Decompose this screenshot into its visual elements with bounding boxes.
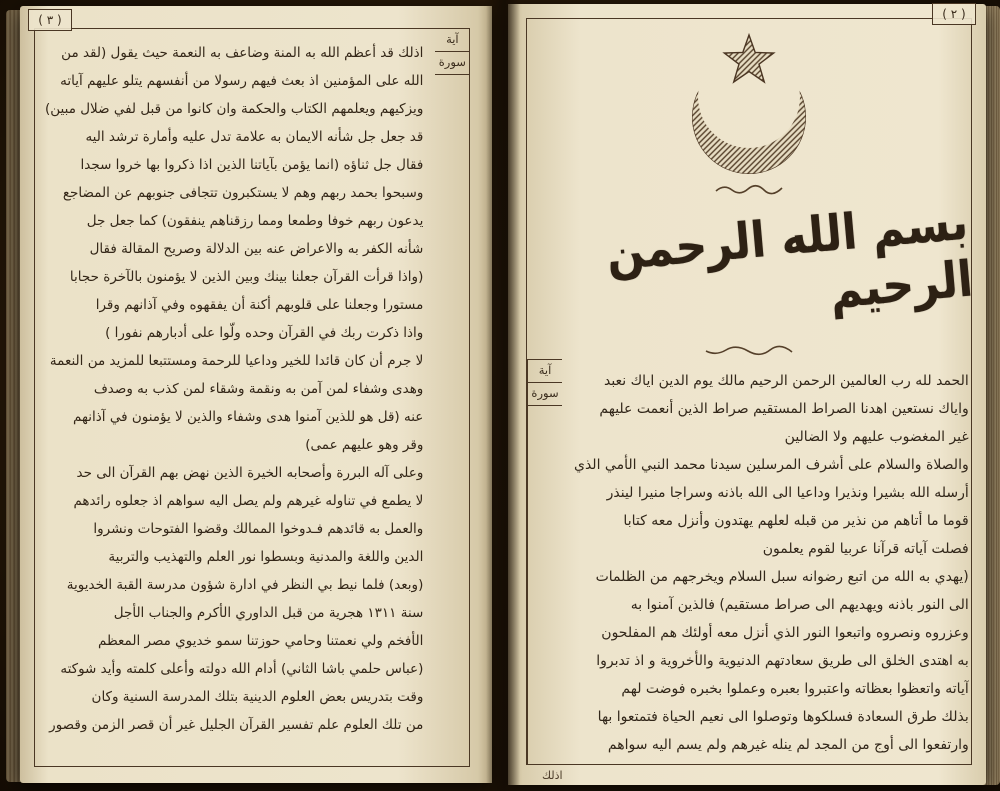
text-line: الى النور باذنه ويهديهم الى صراط مستقيم) فالذين آمنوا به: [630, 597, 969, 613]
left-page: [20, 6, 492, 783]
text-line: وقت بتدريس بعض العلوم الدينية بتلك المدرسة السنية وكان: [91, 689, 424, 705]
text-line: بذلك طرق السعادة فسلكوها وتوصلوا الى نعيم الحياة فتمتعوا بها: [597, 709, 969, 725]
catchword: اذلك: [542, 769, 563, 782]
text-line: شأنه الكفر به والاعراض عنه بين الدلالة وصريح المقالة فقال: [89, 241, 424, 257]
text-line: وارتفعوا الى أوج من المجد لم ينله غيرهم ولم يسم اليه سواهم: [607, 737, 969, 753]
ornament-icon: [527, 343, 971, 359]
basmala-text: بسم الله الرحمن الرحيم: [604, 193, 976, 321]
text-line: وهدى وشفاء لمن آمن به ونقمة وشقاء لمن كذب به وصدف: [93, 381, 424, 397]
text-line: مستورا وجعلنا على قلوبهم أكنة أن يفقهوه وفي آذانهم وقرا: [95, 297, 424, 313]
text-line: (عباس حلمي باشا الثاني) أدام الله دولته وأعلى كلمته وأيد شوكته: [60, 661, 424, 677]
ayah-column-header: آية: [528, 360, 562, 383]
right-page-number: ( ٢ ): [932, 3, 976, 25]
text-line: آياته واتعظوا بعظاته واعتبروا بعبره وعملوا بخبره فوضت لهم: [621, 681, 969, 697]
text-line: الله على المؤمنين اذ بعث فيهم رسولا من أنفسهم يتلو عليهم آياته: [60, 73, 424, 89]
text-line: والصلاة والسلام على أشرف المرسلين سيدنا محمد النبي الأمي الذي: [574, 457, 969, 473]
text-line: والعمل به قائدهم فـدوخوا الممالك وقضوا الفتوحات ونشروا: [93, 521, 424, 537]
right-page-text: [562, 359, 979, 764]
text-line: سنة ١٣١١ هجرية من قبل الداوري الأكرم والجناب الأجل: [113, 605, 424, 621]
text-line: وقر وهو عليهم عمى): [305, 437, 424, 453]
ornament-icon: [527, 181, 971, 197]
right-margin-column: [527, 359, 562, 764]
text-line: (واذا قرأت القرآن جعلنا بينك وبين الذين لا يؤمنون بالآخرة حجابا: [69, 269, 424, 285]
right-page: [508, 4, 986, 785]
text-line: من تلك العلوم علم تفسير القرآن الجليل غير أن قصر الزمن وقصور: [49, 717, 424, 733]
crescent-star-icon: [657, 31, 841, 181]
left-page-text: [35, 29, 435, 766]
text-line: غير المغضوب عليهم ولا الضالين: [784, 429, 969, 445]
text-line: يدعون ربهم خوفا وطمعا ومما رزقناهم ينفقون) كما جعل جل: [86, 213, 424, 229]
star-and-crescent-emblem: [527, 19, 971, 181]
text-line: الأفخم ولي نعمتنا وحامي حوزتنا سمو خديوي مصر المعظم: [97, 633, 424, 649]
text-line: أرسله الله بشيرا ونذيرا وداعيا الى الله باذنه وسراجا منيرا لينذر: [606, 485, 969, 501]
text-line: عنه (قل هو للذين آمنوا هدى وشفاء والذين لا يؤمنون في آذانهم: [73, 409, 424, 425]
text-line: قد جعل جل شأنه الايمان به علامة تدل عليه وأمارة ترشد اليه: [85, 129, 424, 145]
surah-column-header: سورة: [435, 52, 469, 75]
text-line: (وبعد) فلما نيط بي النظر في ادارة شؤون مدرسة القبة الخديوية: [66, 577, 424, 593]
text-line: وعلى آله البررة وأصحابه الخيرة الذين نهض بهم القرآن الى حد: [76, 465, 424, 481]
text-line: فقال جل ثناؤه (انما يؤمن بآياتنا الذين اذا ذكروا بها خروا سجدا: [80, 157, 424, 173]
text-line: قوما ما أتاهم من نذير من قبله لعلهم يهتدون وأنزل معه كتابا: [623, 513, 969, 529]
right-page-frame: [526, 18, 976, 765]
left-page-number: ( ٣ ): [28, 9, 72, 31]
text-line: واياك نستعين اهدنا الصراط المستقيم صراط الذين أنعمت عليهم: [599, 401, 969, 417]
text-line: وعزروه ونصروه واتبعوا النور الذي أنزل معه أولئك هم المفلحون: [601, 625, 969, 641]
text-line: وسبحوا بحمد ربهم وهم لا يستكبرون تتجافى جنوبهم عن المضاجع: [62, 185, 424, 201]
text-line: الحمد لله رب العالمين الرحمن الرحيم مالك يوم الدين اياك نعبد: [603, 373, 969, 389]
basmala-calligraphy: [527, 193, 976, 343]
right-text-region: [527, 359, 971, 764]
text-line: فصلت آياته قرآنا عربيا لقوم يعلمون: [762, 541, 969, 557]
left-margin-column: [435, 29, 470, 766]
crescent-icon: [657, 31, 841, 181]
text-line: واذا ذكرت ربك في القرآن وحده ولّوا على أدبارهم نفورا ): [105, 325, 424, 341]
text-line: لا جرم أن كان قائدا للخير وداعيا للرحمة ومستتبعا للمزيد من النعمة: [49, 353, 424, 369]
surah-column-header: سورة: [528, 383, 562, 406]
text-line: لا يطمع في تناوله غيرهم ولم يصل اليه سواهم اذ جعلوه رائدهم: [73, 493, 424, 509]
left-page-frame: [34, 28, 470, 767]
text-line: ويزكيهم ويعلمهم الكتاب والحكمة وان كانوا من قبل لفي ضلال مبين): [45, 101, 424, 117]
text-line: (يهدي به الله من اتبع رضوانه سبل السلام ويخرجهم من الظلمات: [595, 569, 969, 585]
text-line: به اهتدى الخلق الى طريق سعادتهم الدنيوية والأخروية و اذ تدبروا: [596, 653, 969, 669]
ayah-column-header: آية: [435, 29, 469, 52]
text-line: اذلك قد أعظم الله به المنة وضاعف به النعمة حيث يقول (لقد من: [61, 45, 424, 61]
text-line: الدين واللغة والمدنية وبسطوا نور العلم والتهذيب والتربية: [108, 549, 424, 565]
